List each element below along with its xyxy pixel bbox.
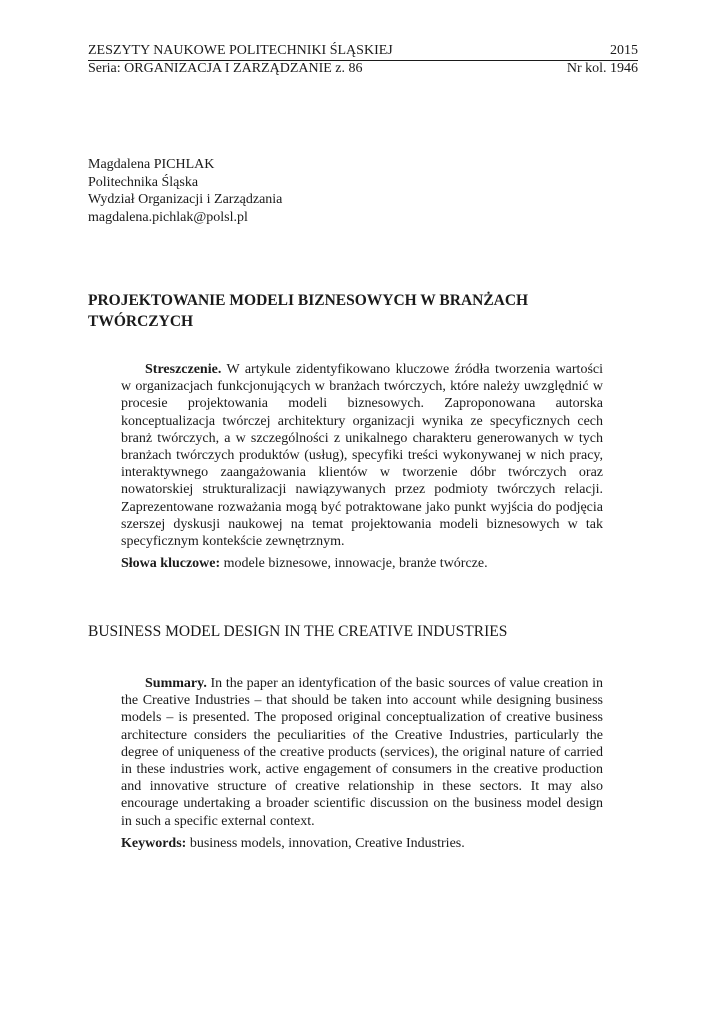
keywords-pl-label: Słowa kluczowe:	[121, 556, 221, 572]
paper-title-pl	[88, 290, 608, 332]
author-faculty: Wydział Organizacji i Zarządzania	[88, 192, 283, 207]
paper-title-en: BUSINESS MODEL DESIGN IN THE CREATIVE INDUSTRIES	[88, 623, 508, 640]
keywords-pl	[121, 555, 603, 572]
keywords-en-label: Keywords:	[121, 835, 187, 851]
abstract-en-label: Summary.	[145, 676, 207, 691]
abstract-pl-label: Streszczenie.	[145, 362, 222, 377]
header-top-row	[88, 43, 638, 59]
header-divider	[88, 60, 638, 61]
title-pl-line1: PROJEKTOWANIE MODELI BIZNESOWYCH W BRANŻACH	[88, 292, 529, 309]
keywords-pl-text: modele biznesowe, innowacje, branże twórcze.	[220, 556, 488, 572]
journal-name: ZESZYTY NAUKOWE POLITECHNIKI ŚLĄSKIEJ	[88, 43, 393, 58]
journal-year: 2015	[610, 43, 638, 58]
abstract-pl-paragraph	[121, 361, 603, 550]
abstract-en	[121, 675, 603, 852]
issue-number: Nr kol. 1946	[566, 61, 638, 76]
keywords-en-text: business models, innovation, Creative Industries.	[186, 835, 465, 851]
keywords-en	[121, 835, 603, 852]
abstract-pl-text: W artykule zidentyfikowano kluczowe źródła tworzenia wartości w organizacjach funkcjonujących w branżach twórczych, które należy uwzględnić w procesie projektowania modeli biznesowych. Zaproponowana autorska konceptualizacja twórczej architektury organizacji wynika ze specyficznych cech branż twórczych, a w szczególności z unikalnego charakteru generowanych w tych branżach twórczych produktów (usług), specyfiki treści wykonywanej w nich pracy, interaktywnego zaangażowania klientów w tworzenie dóbr twórczych oraz nowatorskiej strukturalizacji nawiązywanych przez podmioty twórczych relacji. Zaprezentowane rozważania mogą być potraktowane jako punkt wyjścia do podjęcia szerszej dyskusji naukowej na temat projektowania modeli biznesowych w tak specyficznym kontekście zewnętrznym.	[121, 362, 603, 550]
abstract-en-paragraph	[121, 675, 603, 830]
series-name: Seria: ORGANIZACJA I ZARZĄDZANIE z. 86	[88, 61, 363, 76]
title-pl-line2: TWÓRCZYCH	[88, 313, 194, 330]
author-email: magdalena.pichlak@polsl.pl	[88, 209, 248, 225]
abstract-en-text: In the paper an identyfication of the basic sources of value creation in the Creative Industries – that should be taken into account while designing business models – is presented. The proposed original conceptualization of creative business architecture considers the peculiarities of the Creative Industries, particularly the degree of uniqueness of the creative products (services), the original nature of carried in these industries work, active engagement of consumers in the creative production and innovative structure of creative relationship in these sectors. It may also encourage undertaking a broader scientific discussion on the business model design in such a specific external context.	[121, 676, 603, 829]
header-bottom-row	[88, 61, 638, 77]
author-block	[88, 156, 282, 226]
author-university: Politechnika Śląska	[88, 174, 199, 190]
abstract-pl	[121, 361, 603, 572]
author-name: Magdalena PICHLAK	[88, 157, 215, 172]
